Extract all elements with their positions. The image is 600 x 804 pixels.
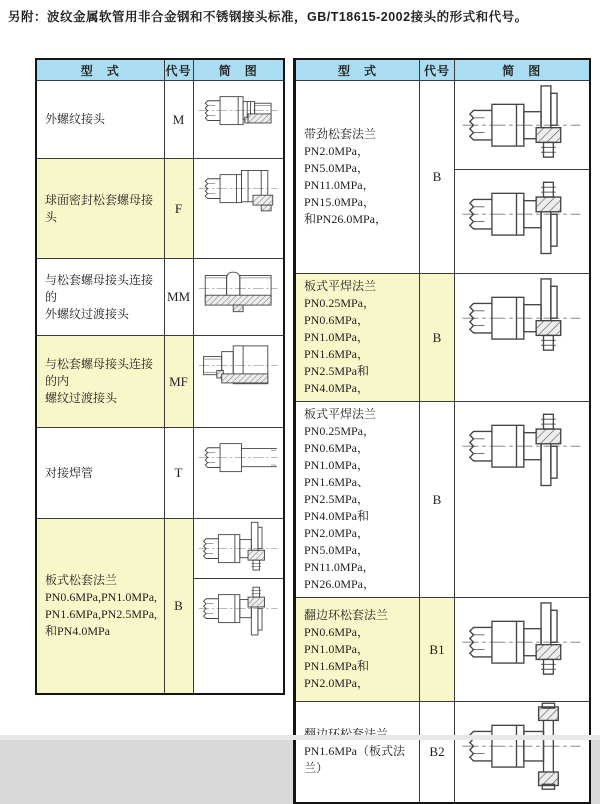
diagram-cell-section	[194, 81, 284, 140]
diagram-cell-section	[455, 169, 589, 258]
code-cell: MF	[164, 336, 193, 428]
right-table-row	[295, 81, 590, 274]
code-cell: F	[164, 159, 193, 259]
diagram-cell-section	[194, 336, 284, 395]
left-table-row	[36, 519, 284, 694]
fitting-flange-up-icon	[460, 598, 583, 686]
type-text-line: PN0.6MPa，PN1.0MPa，	[304, 625, 370, 656]
left-table-row	[36, 336, 284, 428]
diagram-cell	[455, 81, 590, 274]
right-table-row	[295, 702, 590, 803]
type-text-line: PN1.0MPa，PN1.6MPa，	[304, 330, 370, 361]
type-text-line: PN1.6MPa和PN2.0MPa，	[304, 659, 370, 690]
left-col-header-code: 代号	[164, 59, 193, 81]
type-text-line: PN2.0MPa，PN5.0MPa，	[304, 526, 370, 557]
diagram-cell-section	[194, 428, 284, 487]
page-title: 另附：波纹金属软管用非合金钢和不锈钢接头标准，GB/T18615-2002接头的形式和代号。	[8, 10, 528, 24]
type-text-line: PN11.0MPa，PN26.0MPa，	[304, 560, 376, 591]
diagram-cell-section	[455, 81, 589, 169]
code-cell: B	[420, 402, 455, 598]
type-cell	[295, 402, 420, 598]
type-text-line: PN2.5MPa和PN4.0MPa，	[304, 364, 370, 395]
diagram-cell	[193, 336, 284, 428]
diagram-cell	[193, 259, 284, 336]
fitting-flange-up-icon	[197, 519, 279, 578]
type-text-line: 翻边环松套法兰	[304, 608, 389, 622]
type-text-line: 球面密封松套螺母接头	[45, 192, 154, 224]
left-table-row	[36, 428, 284, 519]
type-text-line: 板式平焊法兰	[304, 407, 377, 421]
fitting-nipple-icon	[197, 259, 279, 318]
type-cell	[295, 702, 420, 803]
fitting-flange-down-icon	[460, 170, 583, 258]
type-text-line: 板式松套法兰	[45, 572, 118, 587]
type-text-line: PN1.6MPa（板式法兰）	[304, 744, 406, 776]
fitting-butt-weld-icon	[197, 428, 279, 487]
type-text-line: 外螺纹过渡接头	[45, 306, 130, 321]
right-col-header-type: 型 式	[295, 59, 420, 81]
diagram-cell-section	[455, 402, 589, 490]
diagram-cell-section	[194, 519, 284, 578]
right-table-row	[295, 598, 590, 702]
right-table-row	[295, 274, 590, 402]
type-text-line: PN11.0MPa，PN15.0MPa，	[304, 178, 376, 209]
type-cell	[36, 81, 164, 159]
type-text-line: 与松套螺母接头连接的	[45, 272, 154, 304]
type-cell	[36, 428, 164, 519]
diagram-cell-section	[455, 274, 589, 362]
left-col-header-diagram: 简 图	[193, 59, 284, 81]
diagram-cell-section	[455, 598, 589, 686]
type-text-line: 和PN26.0MPa，	[304, 212, 388, 226]
type-text-line: 和PN4.0MPa	[45, 623, 111, 638]
type-text-line: PN0.25MPa，PN0.6MPa，	[304, 424, 376, 455]
type-cell	[36, 259, 164, 336]
type-cell	[36, 159, 164, 259]
type-text-line: PN2.0MPa，PN5.0MPa，	[304, 144, 370, 175]
fitting-male-thread-icon	[197, 81, 279, 140]
fitting-flange-down-icon	[197, 579, 279, 638]
code-cell: B2	[420, 702, 455, 803]
fitting-flange-up-icon	[460, 81, 583, 169]
scan-edge-shadow	[0, 735, 600, 740]
code-cell: B	[164, 519, 193, 694]
type-text-line: 板式平焊法兰	[304, 279, 377, 293]
fitting-table-left	[35, 58, 285, 695]
diagram-cell-section	[194, 578, 284, 638]
fitting-flange-sym-icon	[460, 702, 583, 790]
left-table-row	[36, 259, 284, 336]
left-col-header-type: 型 式	[36, 59, 164, 81]
fitting-adapter-icon	[197, 336, 279, 395]
type-text-line: PN2.5MPa，PN4.0MPa和	[304, 492, 370, 523]
type-text-line: 与松套螺母接头连接的内	[45, 357, 154, 388]
code-cell: B	[420, 274, 455, 402]
diagram-cell-section	[455, 702, 589, 790]
right-col-header-code: 代号	[420, 59, 455, 81]
code-cell: B1	[420, 598, 455, 702]
type-text-line: PN1.0MPa，PN1.6MPa、	[304, 458, 370, 489]
diagram-cell	[193, 428, 284, 519]
code-cell: M	[164, 81, 193, 159]
diagram-cell	[455, 598, 590, 702]
type-text-line: 带劲松套法兰	[304, 127, 377, 141]
code-cell: T	[164, 428, 193, 519]
fitting-table-right	[293, 58, 591, 804]
right-col-header-diagram: 简 图	[455, 59, 590, 81]
left-table-row	[36, 159, 284, 259]
code-cell: B	[420, 81, 455, 274]
diagram-cell-section	[194, 259, 284, 318]
type-text-line: 螺纹过渡接头	[45, 391, 118, 405]
type-cell	[36, 519, 164, 694]
fitting-flange-down-icon	[460, 402, 583, 490]
diagram-cell	[193, 519, 284, 694]
left-table-row	[36, 81, 284, 159]
type-text-line: 外螺纹接头	[45, 112, 106, 126]
diagram-cell-section	[194, 159, 284, 218]
type-text-line: 对接焊管	[45, 465, 94, 480]
code-cell: MM	[164, 259, 193, 336]
right-header-row	[295, 59, 590, 81]
type-cell	[36, 336, 164, 428]
diagram-cell	[455, 274, 590, 402]
type-cell	[295, 274, 420, 402]
diagram-cell	[455, 402, 590, 598]
type-text-line: PN0.6MPa,PN1.0MPa,	[45, 589, 158, 604]
type-text-line: PN1.6MPa,PN2.5MPa,	[45, 606, 158, 621]
right-table-row	[295, 402, 590, 598]
left-header-row	[36, 59, 284, 81]
type-cell	[295, 598, 420, 702]
diagram-cell	[193, 159, 284, 259]
type-cell	[295, 81, 420, 274]
fitting-loose-nut-icon	[197, 159, 279, 218]
fitting-flange-up-icon	[460, 274, 583, 362]
diagram-cell	[455, 702, 590, 803]
diagram-cell	[193, 81, 284, 159]
type-text-line: PN0.25MPa，PN0.6MPa，	[304, 296, 376, 327]
